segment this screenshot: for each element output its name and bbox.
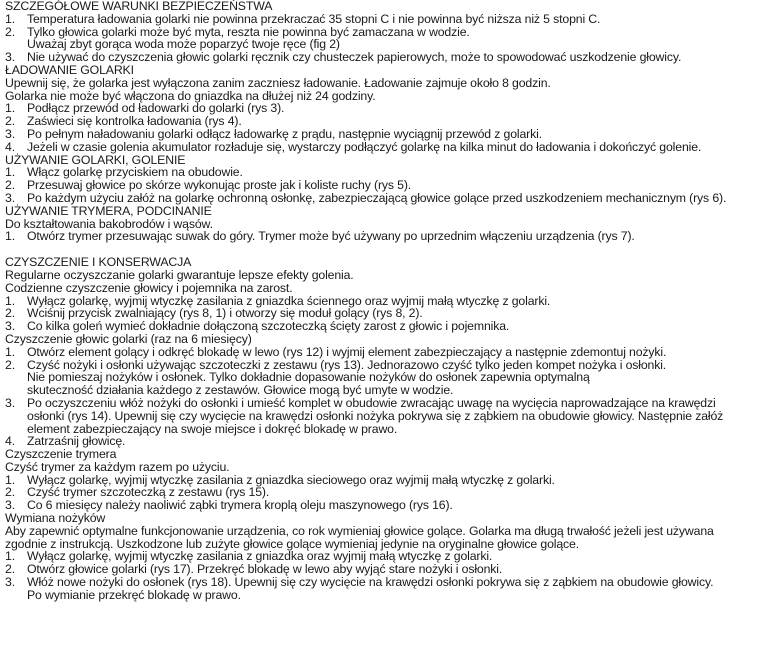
head-cleaning-item-3	[5, 397, 767, 410]
item-number: 1.	[5, 344, 15, 359]
item-text: Otwórz głowice golarki (rys 17). Przekręć blokadę w lewo aby wyjąć stare nożyki i osłonki.	[27, 562, 503, 577]
trimmer-item-1	[5, 230, 767, 243]
blade-replacement-paragraph-1: Aby zapewnić optymalne funkcjonowanie urządzenia, co rok wymieniaj głowice golące. Golarka ma długą trwałość jeżeli jest używana	[5, 523, 714, 538]
item-number: 1.	[5, 293, 15, 308]
item-number: 2.	[5, 306, 15, 321]
cleaning-paragraph-1: Regularne oczyszczanie golarki gwarantuje lepsze efekty golenia.	[5, 267, 354, 282]
blade-replacement-title: Wymiana nożyków	[5, 511, 106, 526]
item-number: 2.	[5, 485, 15, 500]
charging-item-4	[5, 141, 767, 154]
item-number: 2.	[5, 114, 15, 129]
item-number: 1.	[5, 229, 15, 244]
blade-replacement-item-3-continued: Po wymianie przekręć blokadę w prawo.	[27, 587, 241, 602]
item-text: Jeżeli w czasie golenia akumulator rozładuje się, wystarczy podłączyć golarkę na kilka minut do ładowania i dokończyć golenie.	[27, 139, 702, 154]
blade-replacement-item-3	[5, 576, 767, 589]
head-cleaning-item-3-continued: element zabezpieczający na swoje miejsce i dokręć blokadę w prawo.	[27, 421, 398, 436]
item-text: Czyść trymer szczoteczką z zestawu (rys 15).	[27, 485, 270, 500]
item-text: Wyłącz golarkę, wyjmij wtyczkę zasilania z gniazdka sieciowego oraz wyjmij małą wtyczkę z golarki.	[27, 472, 555, 487]
item-number: 4.	[5, 434, 15, 449]
item-text: Nie używać do czyszczenia głowic golarki ręcznik czy chusteczek papierowych, może to spowodować uszkodzenie głowicy.	[27, 50, 682, 65]
item-text: Podłącz przewód od ładowarki do golarki (rys 3).	[27, 101, 285, 116]
item-number: 2.	[5, 178, 15, 193]
head-cleaning-item-3-continued: osłonki (rys 14). Upewnij się czy wycięcie na krawędzi osłonki nożyka pokrywa się z ząbkiem na obudowie głowicy. Następnie załóż	[27, 408, 724, 423]
item-text: Temperatura ładowania golarki nie powinna przekraczać 35 stopni C i nie powinna być niższa niż 5 stopni C.	[27, 11, 601, 26]
item-text: Zaświeci się kontrolka ładowania (rys 4).	[27, 114, 242, 129]
cleaning-item-3	[5, 320, 767, 333]
charging-section-title: ŁADOWANIE GOLARKI	[5, 62, 134, 77]
item-number: 1.	[5, 472, 15, 487]
instruction-document	[5, 0, 767, 602]
charging-paragraph-2: Golarka nie może być włączona do gniazdka na dłużej niż 24 godziny.	[5, 88, 376, 103]
cleaning-section-title: CZYSZCZENIE I KONSERWACJA	[5, 255, 192, 270]
item-text: Włóż nowe nożyki do osłonek (rys 18). Upewnij się czy wycięcie na krawędzi osłonki pokrywa się z ząbkiem na obudowie głowicy.	[27, 575, 714, 590]
item-number: 3.	[5, 50, 15, 65]
item-text: Po oczyszczeniu włóż nożyki do osłonki i umieść komplet w obudowie zwracając uwagę na wycięcia naprowadzające na krawędzi	[27, 395, 716, 410]
item-number: 3.	[5, 395, 15, 410]
item-text: Co 6 miesięcy należy naoliwić ząbki trymera kroplą oleju maszynowego (rys 16).	[27, 498, 453, 513]
item-text: Włącz golarkę przyciskiem na obudowie.	[27, 165, 243, 180]
item-number: 3.	[5, 498, 15, 513]
item-text: Przesuwaj głowice po skórze wykonując proste jak i koliste ruchy (rys 5).	[27, 178, 412, 193]
item-number: 3.	[5, 575, 15, 590]
item-number: 2.	[5, 562, 15, 577]
item-text: Co kilka goleń wymieć dokładnie dołączoną szczoteczką ścięty zarost z głowic i pojemnika.	[27, 319, 510, 334]
head-cleaning-title: Czyszczenie głowic golarki (raz na 6 miesięcy)	[5, 331, 252, 346]
item-text: Otwórz element golący i odkręć blokadę w lewo (rys 12) i wyjmij element zabezpieczający a następnie zdemontuj nożyki.	[27, 344, 667, 359]
blade-replacement-paragraph-2: zgodnie z instrukcją. Uszkodzone lub zużyte głowice golące wymieniaj jedynie na oryginalne głowice golące.	[5, 536, 579, 551]
item-number: 1.	[5, 549, 15, 564]
item-text: Wyłącz golarkę, wyjmij wtyczkę zasilania z gniazdka ściennego oraz wyjmij małą wtyczkę z golarki.	[27, 293, 551, 308]
charging-paragraph-1: Upewnij się, że golarka jest wyłączona zanim zaczniesz ładowanie. Ładowanie zajmuje około 8 godzin.	[5, 75, 551, 90]
head-cleaning-item-4	[5, 435, 767, 448]
shaving-item-3	[5, 192, 767, 205]
item-number: 2.	[5, 357, 15, 372]
item-number: 3.	[5, 190, 15, 205]
item-text: Zatrzaśnij głowicę.	[27, 434, 126, 449]
item-number: 4.	[5, 139, 15, 154]
item-text: Czyść nożyki i osłonki używając szczoteczki z zestawu (rys 13). Jednorazowo czyść tylko jeden kompet nożyka i osłonki.	[27, 357, 667, 372]
safety-section-title: SZCZEGÓŁOWE WARUNKI BEZPIECZEŃSTWA	[5, 0, 273, 13]
item-number: 1.	[5, 11, 15, 26]
trimmer-cleaning-item-3	[5, 499, 767, 512]
item-text: Wyłącz golarkę, wyjmij wtyczkę zasilania z gniazdka oraz wyjmij małą wtyczkę z golarki.	[27, 549, 493, 564]
head-cleaning-item-2-continued: skuteczność działania każdego z zestawów. Głowice mogą być umyte w wodzie.	[27, 383, 454, 398]
item-text: Tylko głowica golarki może być myta, reszta nie powinna być zamaczana w wodzie.	[27, 24, 470, 39]
item-text: Po pełnym naładowaniu golarki odłącz ładowarkę z prądu, następnie wyciągnij przewód z golarki.	[27, 126, 542, 141]
item-number: 3.	[5, 319, 15, 334]
item-text: Po każdym użyciu załóż na golarkę ochronną osłonkę, zabezpieczającą głowice golące przed uszkodzeniem mechanicznym (rys 6).	[27, 190, 727, 205]
cleaning-paragraph-2: Codzienne czyszczenie głowicy i pojemnika na zarost.	[5, 280, 293, 295]
item-text: Otwórz trymer przesuwając suwak do góry. Trymer może być używany po uprzednim włączeniu urządzenia (rys 7).	[27, 229, 635, 244]
head-cleaning-item-2-continued: Nie pomieszaj nożyków i osłonek. Tylko dokładnie dopasowanie nożyków do osłonek zapewnia optymalną	[27, 370, 590, 385]
safety-item-2-continued: Uważaj zbyt gorąca woda może poparzyć twoje ręce (fig 2)	[27, 37, 340, 52]
item-number: 1.	[5, 165, 15, 180]
item-number: 1.	[5, 101, 15, 116]
trimmer-cleaning-title: Czyszczenie trymera	[5, 447, 117, 462]
trimmer-paragraph: Do kształtowania bakobrodów i wąsów.	[5, 216, 213, 231]
item-number: 3.	[5, 126, 15, 141]
item-number: 2.	[5, 24, 15, 39]
trimmer-cleaning-paragraph: Czyść trymer za każdym razem po użyciu.	[5, 459, 230, 474]
shaving-section-title: UŻYWANIE GOLARKI, GOLENIE	[5, 152, 186, 167]
item-text: Wciśnij przycisk zwalniający (rys 8, 1) i otworzy się moduł golący (rys 8, 2).	[27, 306, 423, 321]
trimmer-section-title: UŻYWANIE TRYMERA, PODCINANIE	[5, 203, 212, 218]
